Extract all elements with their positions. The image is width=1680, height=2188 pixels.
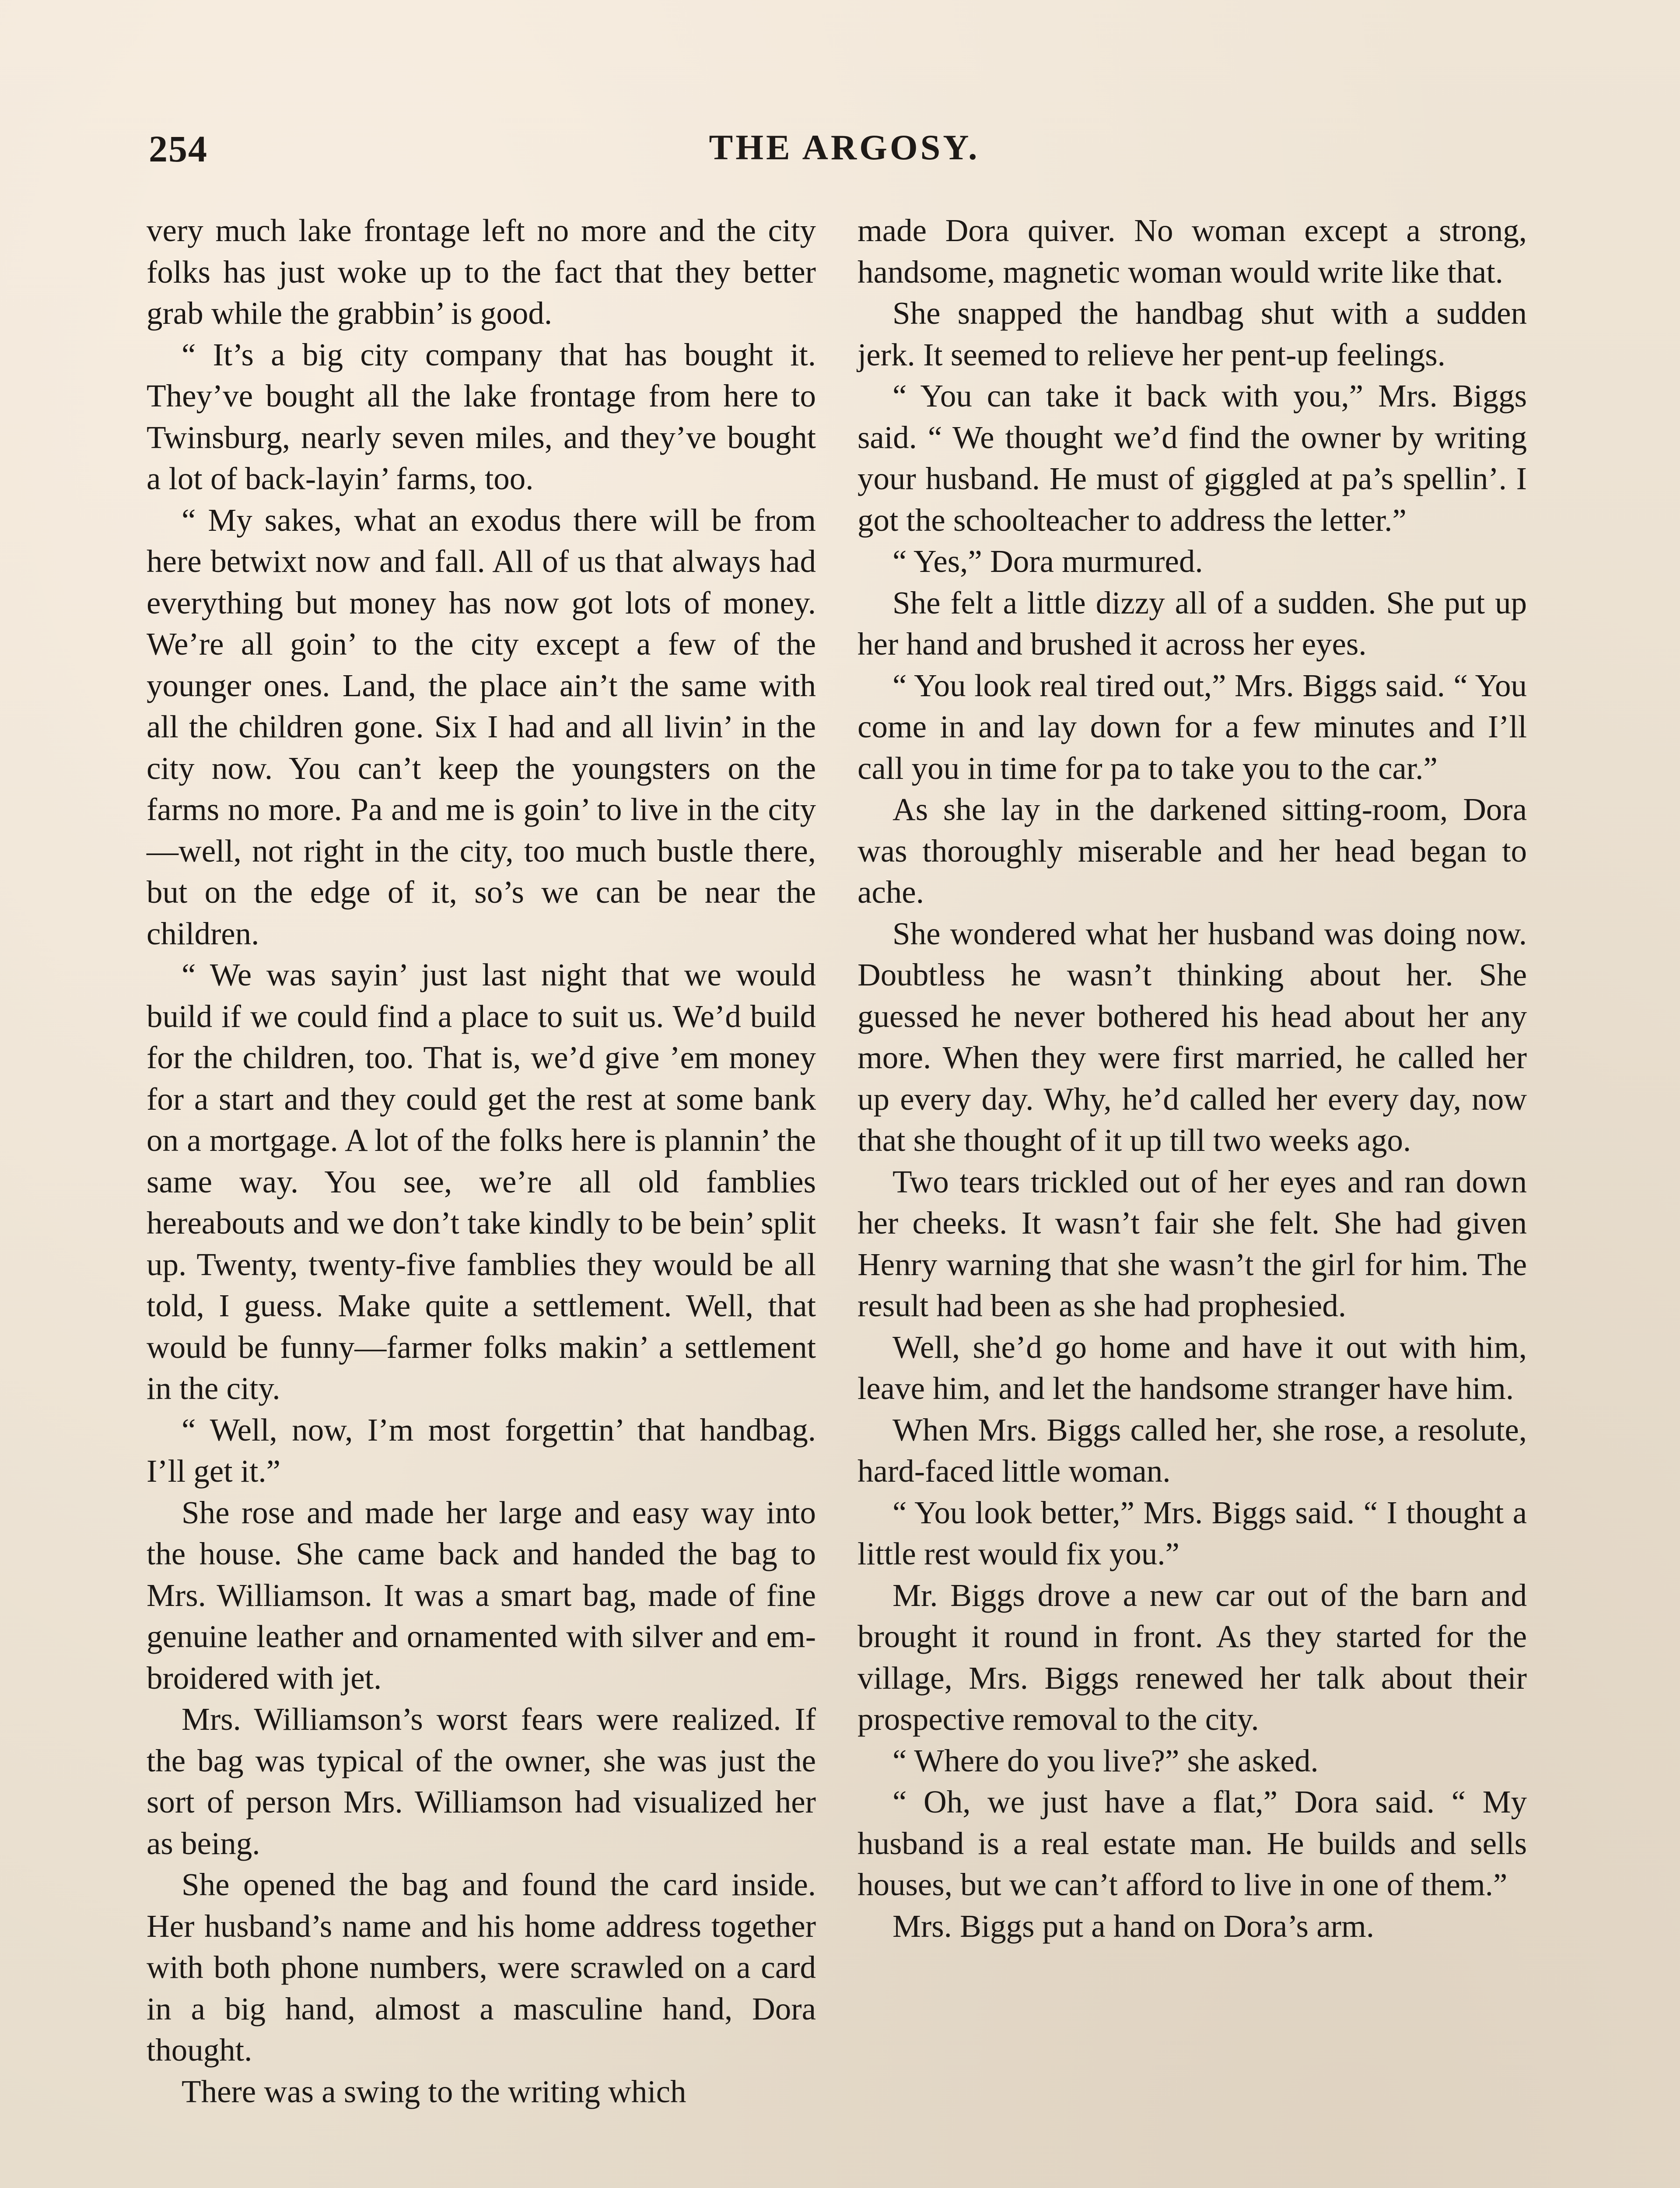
paragraph: Mr. Biggs drove a new car out of the barn and brought it round in front. As they started for the village, Mrs. Biggs renewed her talk about their prospective removal to the city. [858, 1577, 1527, 1737]
paragraph: very much lake frontage left no more and the city folks has just woke up to the fact that they better grab while the grabbin’ is good. [147, 213, 816, 331]
paragraph: “ Oh, we just have a flat,” Dora said. “ My husband is a real estate man. He builds and sells houses, but we can’t afford to live in one of them.” [858, 1784, 1527, 1902]
paragraph: She snapped the handbag shut with a sudden jerk. It seemed to relieve her pent-up feelings. [858, 295, 1527, 372]
paragraph: “ We was sayin’ just last night that we would build if we could find a place to suit us. We’d build for the children, too. That is, we’d give ’em money for a start and they could get the rest at some bank on a mortgage. A lot of the folks here is plannin’ the same way. You see, we’re all old famblies hereabouts and we don’t take kindly to be bein’ split up. Twenty, twenty-five famblies they would be all told, I guess. Make quite a settlement. Well, that would be funny—farmer folks makin’ a settlement in the city. [147, 957, 816, 1406]
paragraph: “ My sakes, what an exodus there will be from here betwixt now and fall. All of us that always had everything but money has now got lots of money. We’re all goin’ to the city except a few of the younger ones. Land, the place ain’t the same with all the children gone. Six I had and all livin’ in the city now. You can’t keep the youngsters on the farms no more. Pa and me is goin’ to live in the city—well, not right in the city, too much bustle there, but on the edge of it, so’s we can be near the children. [147, 502, 816, 951]
paragraph: As she lay in the darkened sitting-room, Dora was thoroughly miserable and her head began to ache. [858, 792, 1527, 910]
paragraph: Mrs. Biggs put a hand on Dora’s arm. [892, 1908, 1374, 1944]
paragraph: “ You can take it back with you,” Mrs. Biggs said. “ We thought we’d find the owner by writing your husband. He must of giggled at pa’s spellin’. I got the schoolteacher to address the letter.” [858, 378, 1527, 538]
page-header [149, 127, 1540, 188]
right-text-column [858, 210, 1527, 2188]
paragraph: made Dora quiver. No woman except a strong, handsome, magnetic woman would write like that. [858, 213, 1527, 290]
paragraph: “ Where do you live?” she asked. [892, 1743, 1319, 1778]
paragraph: Two tears trickled out of her eyes and ran down her cheeks. It wasn’t fair she felt. She had given Henry warning that she wasn’t the girl for him. The result had been as she had prophesied. [858, 1164, 1527, 1323]
paragraph: She felt a little dizzy all of a sudden. She put up her hand and brushed it across her eyes. [858, 585, 1527, 662]
paragraph: Mrs. Williamson’s worst fears were realized. If the bag was typical of the owner, she was just the sort of person Mrs. Williamson had visualized her as being. [147, 1701, 816, 1861]
paragraph: “ Yes,” Dora murmured. [892, 543, 1203, 579]
left-text-column [147, 210, 816, 2188]
paragraph: She wondered what her husband was doing now. Doubtless he wasn’t thinking about her. She guessed he never bothered his head about her any more. When they were first married, he called her up every day. Why, he’d called her every day, now that she thought of it up till two weeks ago. [858, 915, 1527, 1158]
paragraph: She opened the bag and found the card inside. Her husband’s name and his home address together with both phone numbers, were scrawled on a card in a big hand, almost a masculine hand, Dora thought. [147, 1867, 816, 2068]
page-number: 254 [149, 128, 208, 170]
paragraph: Well, she’d go home and have it out with him, leave him, and let the handsome stranger have him. [858, 1329, 1527, 1406]
running-head: THE ARGOSY. [709, 127, 980, 167]
paragraph: When Mrs. Biggs called her, she rose, a resolute, hard-faced little woman. [858, 1412, 1527, 1489]
paragraph: There was a swing to the writing which [182, 2073, 686, 2109]
paragraph: “ Well, now, I’m most forgettin’ that handbag. I’ll get it.” [147, 1412, 816, 1489]
paragraph: “ You look real tired out,” Mrs. Biggs said. “ You come in and lay down for a few minutes and I’ll call you in time for pa to take you to the car.” [858, 667, 1527, 786]
paragraph: “ You look better,” Mrs. Biggs said. “ I thought a little rest would fix you.” [858, 1494, 1527, 1571]
paragraph: “ It’s a big city company that has bought it. They’ve bought all the lake frontage from here to Twinsburg, nearly seven miles, and they’ve bought a lot of back-layin’ farms, too. [147, 337, 816, 496]
paragraph: She rose and made her large and easy way into the house. She came back and handed the bag to Mrs. Williamson. It was a smart bag, made of fine genuine leather and ornamented with silver and embroidered with jet. [147, 1494, 816, 1696]
